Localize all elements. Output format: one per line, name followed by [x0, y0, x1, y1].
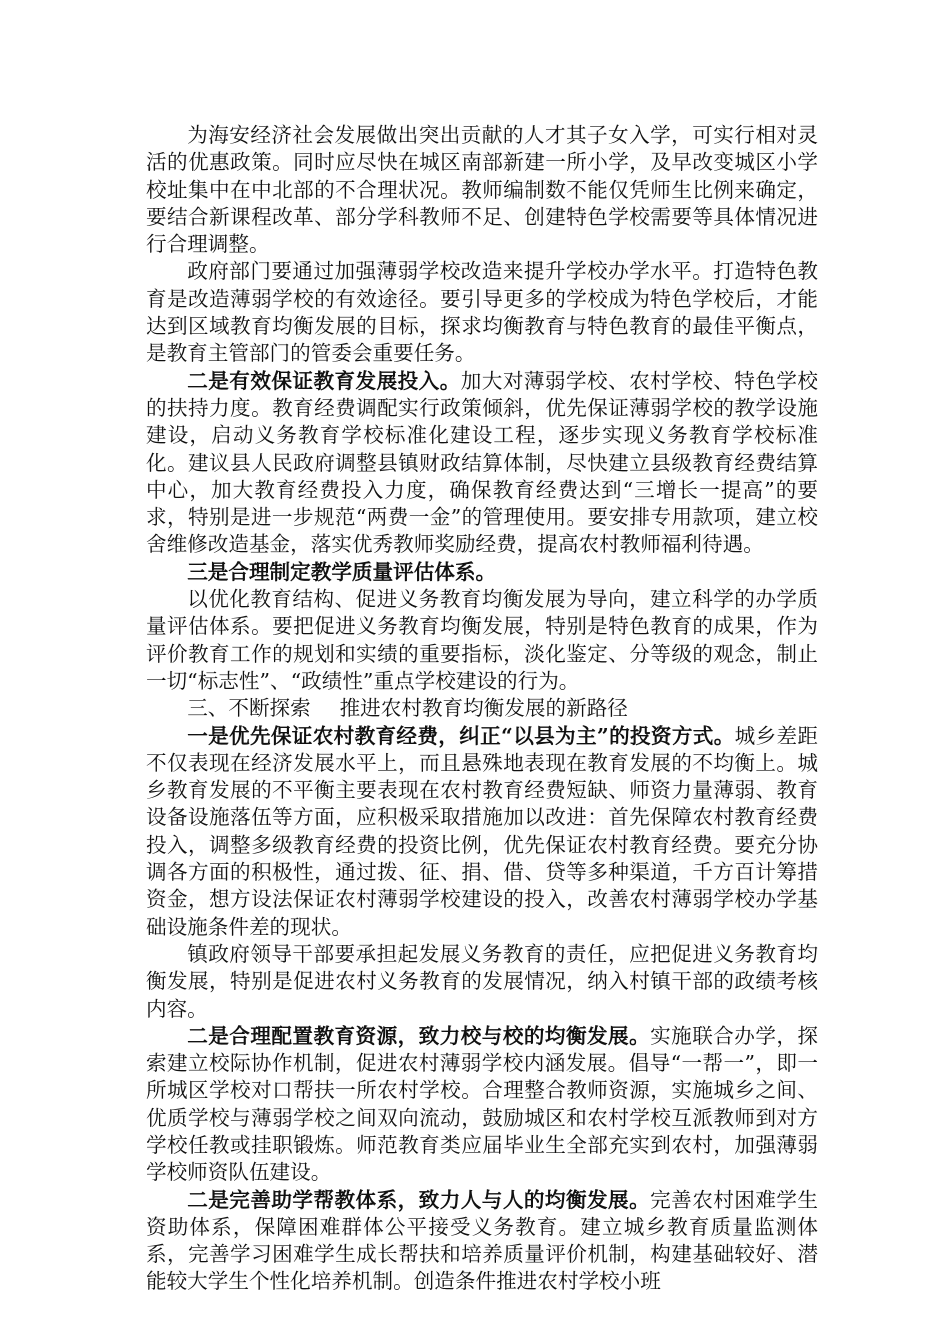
paragraph-funding-investment	[146, 368, 818, 559]
paragraph-weak-school-reform	[146, 258, 818, 367]
paragraph-text: 为海安经济社会发展做出突出贡献的人才其子女入学，可实行相对灵活的优惠政策。同时应尽快在城区南部新建一所小学，及早改变城区小学校址集中在中北部的不合理状况。教师编制数不能仅凭师生比例来确定，要结合新课程改革、部分学科教师不足、创建特色学校需要等具体情况进行合理调整。	[146, 123, 818, 257]
paragraph-resource-allocation	[146, 1023, 818, 1187]
bold-lead-sentence: 一是优先保证农村教育经费，纠正“以县为主”的投资方式。	[187, 723, 735, 748]
paragraph-text: 城乡差距不仅表现在经济发展水平上，而且悬殊地表现在教育发展的不均衡上。城乡教育发展的不平衡主要表现在农村教育经费短缺、师资力量薄弱、教育设备设施落伍等方面，应积极采取措施加以改进：首先保障农村教育经费投入，调整多级教育经费的投资比例，优先保证农村教育经费。要充分协调各方面的积极性，通过拨、征、捐、借、贷等多种渠道，千方百计筹措资金，想方设法保证农村薄弱学校建设的投入，改善农村薄弱学校办学基础设施条件差的现状。	[146, 723, 818, 939]
paragraph-student-support	[146, 1187, 818, 1296]
paragraph-quality-evaluation-heading	[146, 559, 818, 586]
paragraph-rural-funding	[146, 723, 818, 941]
section-heading	[146, 695, 818, 722]
bold-lead-sentence: 二是完善助学帮教体系，致力人与人的均衡发展。	[187, 1187, 651, 1212]
paragraph-quality-evaluation	[146, 586, 818, 695]
paragraph-text: 镇政府领导干部要承担起发展义务教育的责任，应把促进义务教育均衡发展，特别是促进农村义务教育的发展情况，纳入村镇干部的政绩考核内容。	[146, 941, 818, 1021]
bold-lead-sentence: 二是合理配置教育资源，致力校与校的均衡发展。	[187, 1023, 651, 1048]
paragraph-text: 政府部门要通过加强薄弱学校改造来提升学校办学水平。打造特色教育是改造薄弱学校的有效途径。要引导更多的学校成为特色学校后，才能达到区域教育均衡发展的目标，探求均衡教育与特色教育的最佳平衡点，是教育主管部门的管委会重要任务。	[146, 259, 818, 366]
document-page	[146, 122, 818, 1296]
paragraph-text: 以优化教育结构、促进义务教育均衡发展为导向，建立科学的办学质量评估体系。要把促进义务教育均衡发展，特别是特色教育的成果，作为评价教育工作的规划和实绩的重要指标，淡化鉴定、分等级的观念，制止一切“标志性”、“政绩性”重点学校建设的行为。	[146, 587, 818, 693]
section-title: 推进农村教育均衡发展的新路径	[339, 696, 628, 721]
paragraph-official-responsibility	[146, 941, 818, 1023]
paragraph-text: 完善农村困难学生资助体系，保障困难群体公平接受义务教育。建立城乡教育质量监测体系，完善学习困难学生成长帮扶和培养质量评价机制，构建基础较好、潜能较大学生个性化培养机制。创造条件推进农村学校小班	[146, 1187, 819, 1294]
paragraph-text: 实施联合办学，探索建立校际协作机制，促进农村薄弱学校内涵发展。倡导“一帮一”，即一所城区学校对口帮扶一所农村学校。合理整合教师资源，实施城乡之间、优质学校与薄弱学校之间双向流动，鼓励城区和农村学校互派教师到对方学校任教或挂职锻炼。师范教育类应届毕业生全部充实到农村，加强薄弱学校师资队伍建设。	[146, 1023, 819, 1185]
paragraph-talent-policy	[146, 122, 818, 258]
paragraph-text: 加大对薄弱学校、农村学校、特色学校的扶持力度。教育经费调配实行政策倾斜，优先保证薄弱学校的教学设施建设，启动义务教育学校标准化建设工程，逐步实现义务教育学校标准化。建议县人民政府调整县镇财政结算体制，尽快建立县级教育经费结算中心，加大教育经费投入力度，确保教育经费达到“三增长一提高”的要求，特别是进一步规范“两费一金”的管理使用。要安排专用款项，建立校舍维修改造基金，落实优秀教师奖励经费，提高农村教师福利待遇。	[146, 368, 818, 557]
section-number: 三、不断探索	[187, 696, 311, 721]
bold-lead-sentence: 三是合理制定教学质量评估体系。	[187, 559, 497, 584]
bold-lead-sentence: 二是有效保证教育发展投入。	[187, 368, 461, 393]
